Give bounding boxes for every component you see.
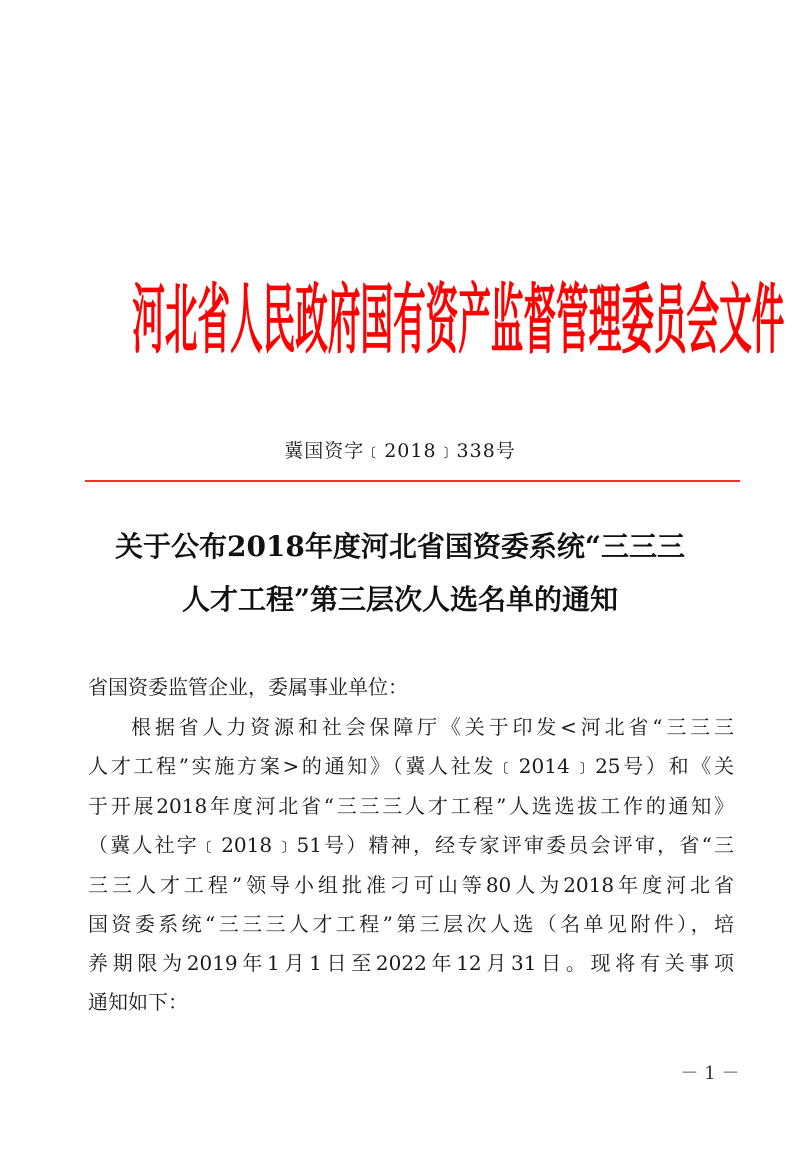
notice-title-line-2: 人才工程”第三层次人选名单的通知	[181, 583, 619, 616]
document-number: 冀国资字﹝2018﹞338号	[284, 440, 516, 462]
body-line: （冀人社字﹝2018﹞51号）精神，经专家评审委员会评审，省“三	[88, 833, 734, 857]
body-line: 通知如下：	[88, 990, 188, 1014]
body-line: 国资委系统“三三三人才工程”第三层次人选（名单见附件），培	[88, 912, 734, 936]
red-divider-line	[85, 480, 740, 482]
issuing-organization-header: 河北省人民政府国有资产监督管理委员会文件	[132, 276, 785, 364]
body-line: 根据省人力资源和社会保障厅《关于印发<河北省“三三三	[131, 715, 734, 739]
body-line: 三三人才工程”领导小组批准刁可山等80人为2018年度河北省	[88, 873, 734, 897]
salutation: 省国资委监管企业，委属事业单位：	[88, 675, 408, 699]
page-number: － 1 －	[680, 1063, 740, 1084]
body-line: 于开展2018年度河北省“三三三人才工程”人选选拔工作的通知》	[88, 794, 734, 818]
notice-title-line-1: 关于公布2018年度河北省国资委系统“三三三	[114, 530, 686, 563]
body-line: 养期限为2019年1月1日至2022年12月31日。现将有关事项	[88, 951, 734, 975]
body-line: 人才工程”实施方案>的通知》（冀人社发﹝2014﹞25号）和《关	[88, 754, 734, 778]
